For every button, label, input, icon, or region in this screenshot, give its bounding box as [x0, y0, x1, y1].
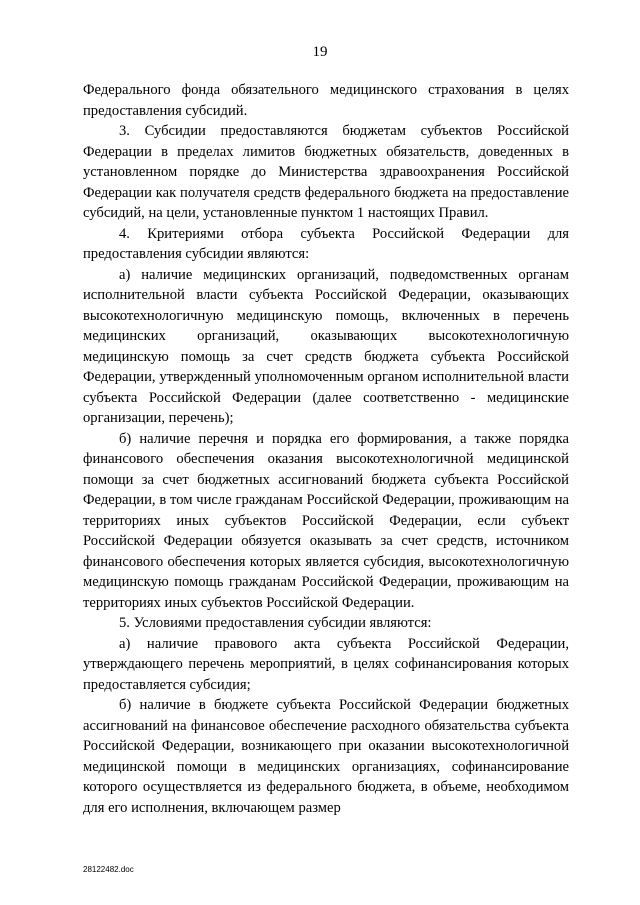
- paragraph-item-4b: б) наличие перечня и порядка его формирования, а также порядка финансового обеспечения оказания высокотехнологичной медицинской помощи за счет бюджетных ассигнований бюджета субъекта Российской Федерации, в том числе гражданам Российской Федерации, проживающим на территориях иных субъектов Российской Федерации, если субъект Российской Федерации обязуется оказывать за счет средств, источником финансового обеспечения которых является субсидия, высокотехнологичную медицинскую помощь гражданам Российской Федерации, проживающим на территориях иных субъектов Российской Федерации.: [83, 430, 569, 611]
- paragraph-item-5: 5. Условиями предоставления субсидии являются:: [119, 615, 432, 631]
- file-name-footer: 28122482.doc: [83, 865, 134, 874]
- paragraph-item-5a: а) наличие правового акта субъекта Российской Федерации, утверждающего перечень мероприятий, в целях софинансирования которых предоставляется субсидия;: [83, 635, 569, 693]
- paragraph-item-4a: а) наличие медицинских организаций, подведомственных органам исполнительной власти субъекта Российской Федерации, оказывающих высокотехнологичную медицинскую помощь, включенных в перечень медицинских организаций, оказывающих высокотехнологичную медицинскую помощь за счет средств бюджета субъекта Российской Федерации, утвержденный уполномоченным органом исполнительной власти субъекта Российской Федерации (далее соответственно - медицинские организации, перечень);: [83, 266, 569, 426]
- paragraph-item-5b: б) наличие в бюджете субъекта Российской Федерации бюджетных ассигнований на финансовое обеспечение расходного обязательства субъекта Российской Федерации, возникающего при оказании высокотехнологичной медицинской помощи в медицинских организациях, софинансирование которого осуществляется из федерального бюджета, в объеме, необходимом для его исполнения, включающем размер: [83, 697, 569, 816]
- paragraph-item-4: 4. Критериями отбора субъекта Российской Федерации для предоставления субсидии являются:: [83, 225, 569, 262]
- paragraph-item-3: 3. Субсидии предоставляются бюджетам субъектов Российской Федерации в пределах лимитов бюджетных обязательств, доведенных в установленном порядке до Министерства здравоохранения Российской Федерации как получателя средств федерального бюджета на предоставление субсидий, на цели, установленные пунктом 1 настоящих Правил.: [83, 123, 569, 221]
- document-body: [83, 80, 569, 818]
- page-number: 19: [312, 44, 328, 60]
- paragraph-continuation: Федерального фонда обязательного медицинского страхования в целях предоставления субсидий.: [83, 82, 569, 119]
